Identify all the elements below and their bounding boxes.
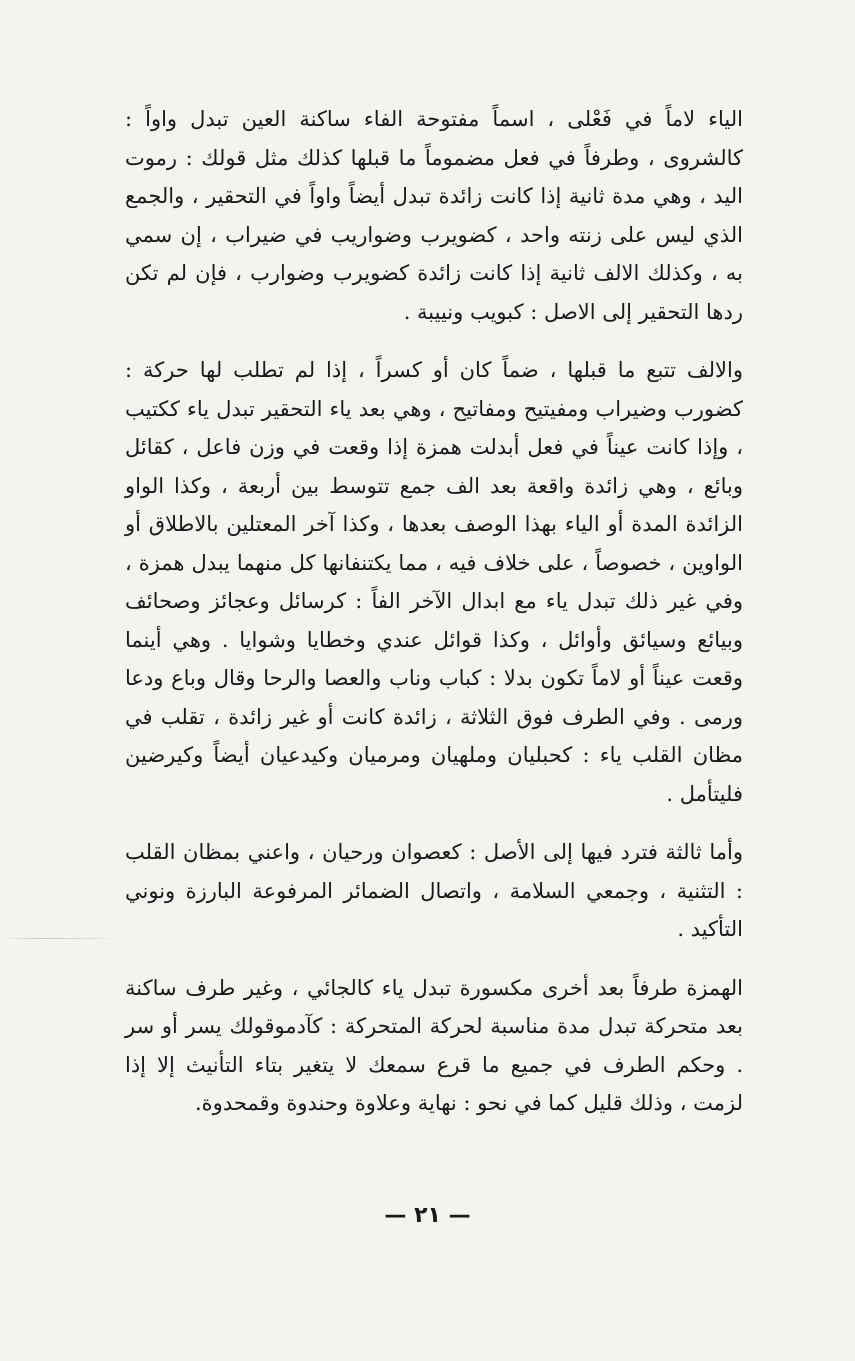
paragraph-2: والالف تتبع ما قبلها ، ضماً كان أو كسراً ، إذا لم تطلب لها حركة : كضورب وضيراب ومفيتيح ومفاتيح ، وهي بعد ياء التحقير تبدل ياء ككتيب ، وإذا كانت عيناً في فعل أبدلت همزة إذا وقعت في وزن فاعل ، كقائل وبائع ، وهي زائدة واقعة بعد الف جمع تتوسط بين أربعة ، وكذا الواو الزائدة المدة أو الياء بهذا الوصف بعدها ، وكذا آخر المعتلين بالاطلاق أو الواوين ، خصوصاً ، على خلاف فيه ، مما يكتنفانها كل منهما يبدل همزة ، وفي غير ذلك تبدل ياء مع ابدال الآخر الفاً : كرسائل وعجائز وصحائف وبيائع وسيائق وأوائل ، وكذا قوائل عندي وخطايا وشوايا . وهي أينما وقعت عيناً أو لاماً تكون بدلا : كباب وناب والعصا والرحا وقال وباع ودعا ورمى . وفي الطرف فوق الثلاثة ، زائدة كانت أو غير زائدة ، تقلب في مظان القلب ياء : كحبليان وملهيان ومرميان وكيدعيان أيضاً وكيرضين فليتأمل . (125, 358, 743, 806)
page-text-block (125, 100, 743, 1123)
scan-edge-mark (0, 938, 110, 939)
paragraph-3: وأما ثالثة فترد فيها إلى الأصل : كعصوان ورحيان ، واعني بمظان القلب : التثنية ، وجمعي السلامة ، واتصال الضمائر المرفوعة البارزة ونوني التأكيد . (125, 840, 743, 941)
paragraph-1: الياء لاماً في فَعْلى ، اسماً مفتوحة الفاء ساكنة العين تبدل واواً : كالشروى ، وطرفاً في فعل مضموماً ما قبلها كذلك مثل قولك : رموت اليد ، وهي مدة ثانية إذا كانت زائدة تبدل أيضاً واواً في التحقير ، والجمع الذي ليس على زنته واحد ، كضويرب وضواريب في ضيراب ، إن سمي به ، وكذلك الالف ثانية إذا كانت زائدة كضويرب وضوارب ، فإن لم تكن ردها التحقير إلى الاصل : كبويب ونييبة . (125, 107, 743, 324)
paragraph-4: الهمزة طرفاً بعد أخرى مكسورة تبدل ياء كالجائي ، وغير طرف ساكنة بعد متحركة تبدل مدة مناسبة لحركة المتحركة : كآدموقولك يسر أو سر . وحكم الطرف في جميع ما قرع سمعك لا يتغير بتاء التأنيث إلا إذا لزمت ، وذلك قليل كما في نحو : نهاية وعلاوة وحندوة وقمحدوة. (125, 975, 743, 1115)
page-number: — ٢١ — (384, 1203, 471, 1228)
